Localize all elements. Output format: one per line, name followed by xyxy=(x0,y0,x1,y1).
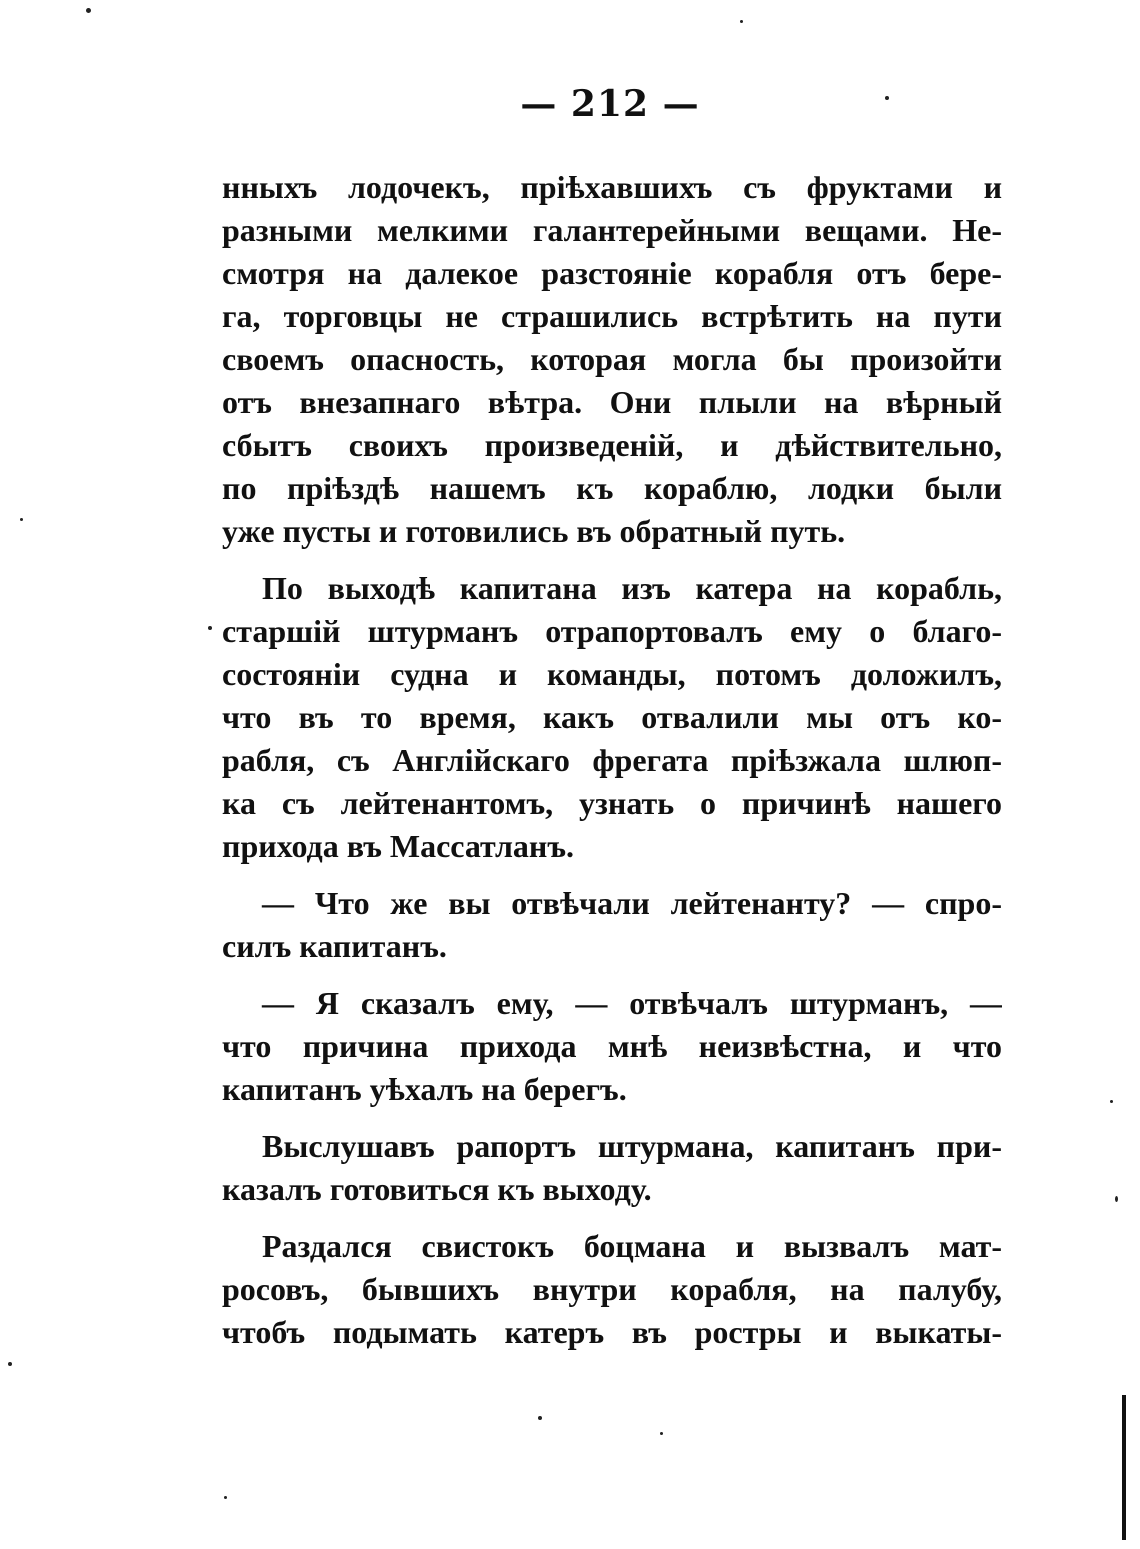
scan-speck xyxy=(208,626,212,630)
paragraph-5 xyxy=(222,1125,1002,1211)
text-line: старшій штурманъ отрапортовалъ ему о благо- xyxy=(222,613,1002,649)
text-line: — Я сказалъ ему, — отвѣчалъ штурманъ, — xyxy=(262,985,1002,1021)
text-line: сбытъ своихъ произведеній, и дѣйствительно, xyxy=(222,427,1002,463)
page-number-text: — 212 — xyxy=(520,83,700,125)
text-line: чтобъ подымать катеръ въ ростры и выкаты- xyxy=(222,1314,1002,1350)
scan-speck xyxy=(1115,1196,1118,1202)
text-line: Выслушавъ рапортъ штурмана, капитанъ при- xyxy=(262,1128,1002,1164)
text-line: состояніи судна и команды, потомъ доложилъ, xyxy=(222,656,1002,692)
text-line: Раздался свистокъ боцмана и вызвалъ мат- xyxy=(262,1228,1002,1264)
text-line: отъ внезапнаго вѣтра. Они плыли на вѣрный xyxy=(222,384,1002,420)
page-number xyxy=(0,82,1140,126)
text-line: что въ то время, какъ отвалили мы отъ ко- xyxy=(222,699,1002,735)
paragraph-4 xyxy=(222,982,1002,1111)
body-text xyxy=(222,166,1002,1354)
text-line: смотря на далекое разстояніе корабля отъ бере- xyxy=(222,255,1002,291)
text-line: рабля, съ Англійскаго фрегата пріѣзжала шлюп- xyxy=(222,742,1002,778)
paragraph-2 xyxy=(222,567,1002,868)
text-line: казалъ готовиться къ выходу. xyxy=(222,1171,652,1207)
text-line: уже пусты и готовились въ обратный путь. xyxy=(222,513,846,549)
text-line: что причина прихода мнѣ неизвѣстна, и что xyxy=(222,1028,1002,1064)
scan-speck xyxy=(20,518,23,521)
text-line: ка съ лейтенантомъ, узнать о причинѣ нашего xyxy=(222,785,1002,821)
text-line: га, торговцы не страшились встрѣтить на пути xyxy=(222,298,1002,334)
text-line: капитанъ уѣхалъ на берегъ. xyxy=(222,1071,627,1107)
text-line: По выходѣ капитана изъ катера на корабль, xyxy=(262,570,1002,606)
scan-speck xyxy=(740,20,743,23)
text-line: своемъ опасность, которая могла бы произойти xyxy=(222,341,1002,377)
text-line: по пріѣздѣ нашемъ къ кораблю, лодки были xyxy=(222,470,1002,506)
text-line: нныхъ лодочекъ, пріѣхавшихъ съ фруктами и xyxy=(222,169,1002,205)
scan-speck xyxy=(660,1432,663,1435)
scan-speck xyxy=(86,8,91,13)
text-line: росовъ, бывшихъ внутри корабля, на палубу, xyxy=(222,1271,1002,1307)
scan-speck xyxy=(8,1362,12,1366)
paragraph-3 xyxy=(222,882,1002,968)
text-line: прихода въ Массатланъ. xyxy=(222,828,574,864)
text-line: разными мелкими галантерейными вещами. Не- xyxy=(222,212,1002,248)
scan-speck xyxy=(1110,1100,1113,1103)
paragraph-6 xyxy=(222,1225,1002,1354)
scan-edge-line xyxy=(1122,1395,1126,1540)
text-line: — Что же вы отвѣчали лейтенанту? — спро- xyxy=(262,885,1002,921)
scan-speck xyxy=(885,96,889,100)
scan-speck xyxy=(538,1416,542,1420)
paragraph-1 xyxy=(222,166,1002,553)
text-line: силъ капитанъ. xyxy=(222,928,447,964)
scan-speck xyxy=(224,1496,227,1499)
